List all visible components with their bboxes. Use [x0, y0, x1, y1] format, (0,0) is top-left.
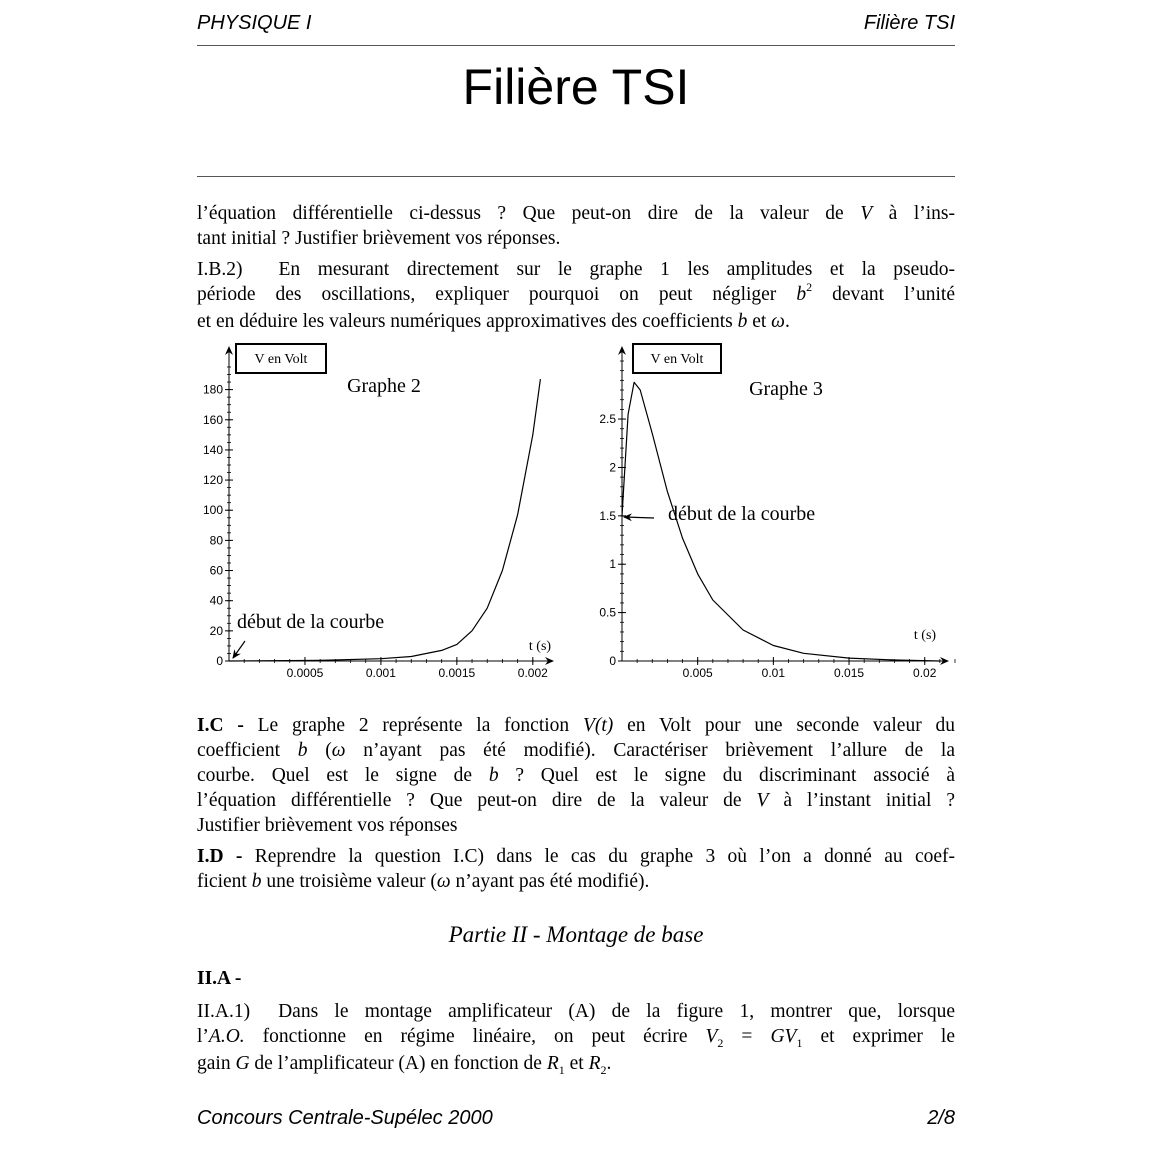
footer-contest: Concours Centrale-Supélec 2000 [197, 1107, 493, 1129]
question-label: I.C - [197, 715, 244, 736]
chart-2-annotation: début de la courbe [237, 611, 385, 633]
chart-3-x-tick-label: 0.015 [834, 666, 865, 680]
chart-2-y-tick-label: 120 [202, 473, 223, 488]
chart-2-annotation-arrow [233, 641, 245, 658]
chart-2-x-tick-label: 0.002 [517, 666, 548, 680]
chart-3-x-tick-label: 0.005 [682, 666, 713, 680]
question-id: I.D - Reprendre la question I.C) dans le cas du graphe 3 où l’on a donné au coef- ficient b une troisième valeur (ω n’ayant pas été modifié). [197, 846, 956, 892]
question-iia1: II.A.1) Dans le montage amplificateur (A) de la figure 1, montrer que, lorsque l’A.O. fonctionne en régime linéaire, on peut écrire $V_2 = GV_1$ et exprimer le gain G de l’amplificateur (A) en fonction de $R_1$ et $R_2$. [197, 1001, 956, 1077]
chart-3-x-tick-label: 0.02 [913, 666, 937, 680]
chart-3-title: Graphe 3 [749, 378, 823, 400]
chart-3-y-tick-label: 2.5 [599, 412, 616, 427]
question-label: I.B.2) [197, 259, 243, 280]
chart-2-xlabel: t (s) [528, 639, 552, 654]
header-subject: PHYSIQUE I [197, 12, 312, 34]
chart-2-y-tick-label: 180 [202, 382, 223, 397]
chart-3-y-tick-label: 2 [609, 460, 616, 475]
chart-2-y-tick-label: 40 [209, 593, 223, 608]
chart-2-x-tick-label: 0.001 [365, 666, 396, 680]
footer-page-number: 2/8 [927, 1107, 955, 1129]
chart-2-y-tick-label: 160 [202, 412, 223, 427]
question-ic: I.C - Le graphe 2 représente la fonction V(t) en Volt pour une seconde valeur du coefficient b (ω n’ayant pas été modifié). Caractériser brièvement l’allure de la courbe. Quel est le signe de b ? Quel est le signe du discriminant associé à l’équation différentielle ? Que peut-on dire de la valeur de V à l’instant initial ? Justifier brièvement vos réponses [197, 715, 956, 836]
chart-3-xlabel: t (s) [913, 628, 937, 643]
page-title: Filière TSI [462, 59, 690, 115]
chart-3-y-tick-label: 0 [609, 654, 616, 668]
chart-3-x-tick-label: 0.01 [761, 666, 786, 680]
chart-2-y-tick-label: 20 [209, 623, 223, 638]
section-title: Partie II - Montage de base [448, 922, 704, 947]
chart-2-x-tick-label: 0.0015 [438, 666, 476, 680]
question-label: I.D - [197, 846, 243, 867]
question-label: II.A.1) [197, 1001, 251, 1022]
chart-3-y-tick-label: 1.5 [599, 508, 616, 523]
section-iia [197, 966, 955, 991]
chart-2-ylabel: V en Volt [254, 352, 308, 367]
chart-2-title: Graphe 2 [347, 375, 421, 397]
chart-3-annotation: début de la courbe [668, 503, 816, 525]
chart-2-x-tick-label: 0.0005 [286, 666, 324, 680]
chart-2-y-tick-label: 100 [202, 503, 223, 518]
graph-3 [599, 344, 955, 680]
chart-3-annotation-arrow [624, 517, 654, 518]
chart-3-ylabel: V en Volt [650, 352, 704, 367]
question-label: II.A - [197, 968, 242, 989]
header-track: Filière TSI [863, 12, 955, 34]
chart-2-y-tick-label: 60 [209, 563, 223, 578]
chart-2-y-tick-label: 0 [216, 654, 223, 668]
question-ib2: I.B.2) En mesurant directement sur le graphe 1 les amplitudes et la pseudo- période des oscillations, expliquer pourquoi on peut négliger $b^2$ devant l’unité et en déduire les valeurs numériques approximatives des coefficients b et ω. [197, 259, 955, 332]
chart-3-y-tick-label: 0.5 [599, 605, 616, 620]
chart-2-y-tick-label: 140 [202, 442, 223, 457]
chart-2-y-tick-label: 80 [209, 533, 223, 548]
intro-paragraph: l’équation différentielle ci-dessus ? Que peut-on dire de la valeur de V à l’ins- tant initial ? Justifier brièvement vos réponses. [197, 203, 955, 249]
graph-2 [203, 344, 553, 680]
chart-3-y-tick-label: 1 [609, 557, 616, 572]
